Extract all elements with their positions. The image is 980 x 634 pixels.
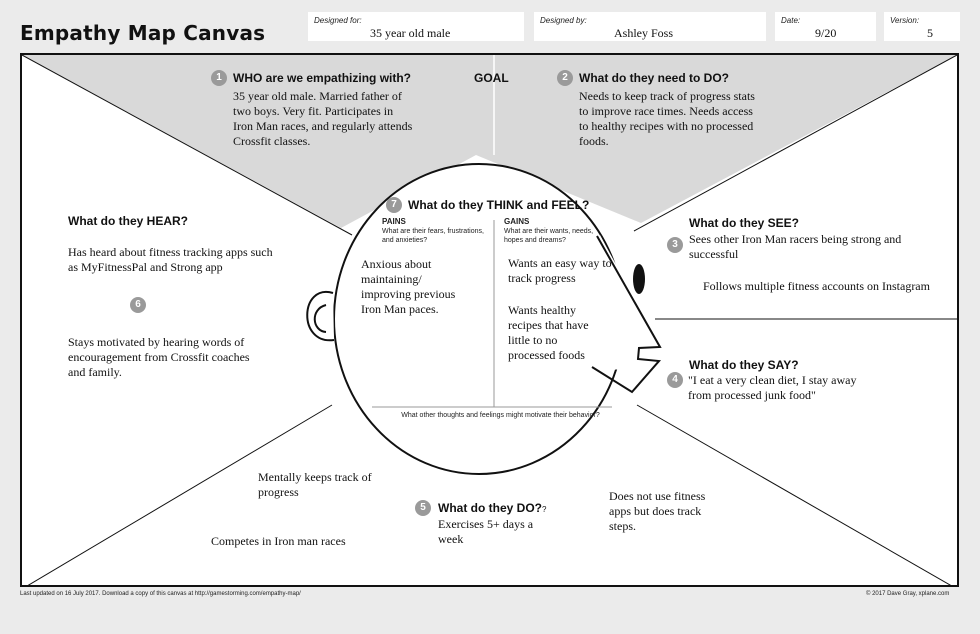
footer-right: © 2017 Dave Gray, xplane.com [866, 591, 950, 597]
say-text: "I eat a very clean diet, I stay away from processed junk food" [688, 373, 857, 402]
badge-6: 6 [130, 297, 146, 313]
gains-text-1: Wants an easy way to track progress [508, 256, 612, 285]
who-heading: WHO are we empathizing with? [233, 71, 412, 85]
see-text-2: Follows multiple fitness accounts on Instagram [703, 279, 930, 293]
version-value: 5 [927, 26, 933, 40]
do-heading-suffix: ? [542, 505, 547, 514]
think-heading: What do they THINK and FEEL? [408, 198, 590, 212]
version-label: Version: [890, 16, 920, 25]
do-need-text: Needs to keep track of progress stats to improve race times. Needs access to healthy recipes with no processed foods. [579, 89, 755, 148]
do-text-left-2: Competes in Iron man races [211, 534, 346, 548]
see-heading: What do they SEE? [689, 216, 800, 230]
do-need-heading: What do they need to DO? [579, 71, 729, 85]
empathy-canvas [20, 53, 959, 587]
designed-by-label: Designed by: [540, 16, 587, 25]
hear-text-2: Stays motivated by hearing words of encouragement from Crossfit coaches and family. [68, 335, 250, 379]
badge-1: 1 [211, 70, 227, 86]
designed-for-value: 35 year old male [370, 26, 451, 40]
date-label: Date: [781, 16, 801, 25]
designed-for-label: Designed for: [314, 16, 362, 25]
gains-sub: What are their wants, needs, hopes and dreams? [504, 228, 594, 244]
say-heading: What do they SAY? [689, 358, 799, 372]
badge-2: 2 [557, 70, 573, 86]
badge-3: 3 [667, 237, 683, 253]
hear-text-1: Has heard about fitness tracking apps such as MyFitnessPal and Strong app [68, 245, 273, 274]
hear-heading: What do they HEAR? [68, 214, 188, 228]
do-text-center: Exercises 5+ days a week [438, 517, 534, 546]
date-field[interactable] [775, 12, 876, 41]
think-bottom-prompt: What other thoughts and feelings might motivate their behavior? [401, 412, 600, 419]
date-value: 9/20 [815, 26, 837, 40]
gains-text-2: Wants healthy recipes that have little to no processed foods [508, 303, 589, 362]
designed-for-field[interactable] [308, 12, 524, 41]
version-field[interactable] [884, 12, 960, 41]
page-title: Empathy Map Canvas [20, 21, 266, 45]
footer-left: Last updated on 16 July 2017. Download a copy of this canvas at http://gamestorming.com/empathy-map/ [20, 591, 301, 597]
gains-label: GAINS [504, 217, 530, 226]
pains-sub: What are their fears, frustrations, and anxieties? [382, 228, 484, 244]
do-heading-text: What do they DO? [438, 501, 542, 515]
badge-5: 5 [415, 500, 431, 516]
who-text: 35 year old male. Married father of two boys. Very fit. Participates in Iron Man races, and regularly attends Crossfit classes. [233, 89, 413, 148]
pains-label: PAINS [382, 217, 406, 226]
designed-by-value: Ashley Foss [614, 26, 674, 40]
goal-label: GOAL [474, 71, 509, 85]
pains-text: Anxious about maintaining/ improving previous Iron Man paces. [361, 257, 456, 316]
do-text-left-1: Mentally keeps track of progress [258, 470, 372, 499]
designed-by-field[interactable] [534, 12, 766, 41]
do-text-right: Does not use fitness apps but does track steps. [609, 489, 706, 533]
see-text-1: Sees other Iron Man racers being strong and successful [689, 232, 902, 261]
do-heading [438, 501, 546, 515]
badge-7: 7 [386, 197, 402, 213]
badge-4: 4 [667, 372, 683, 388]
